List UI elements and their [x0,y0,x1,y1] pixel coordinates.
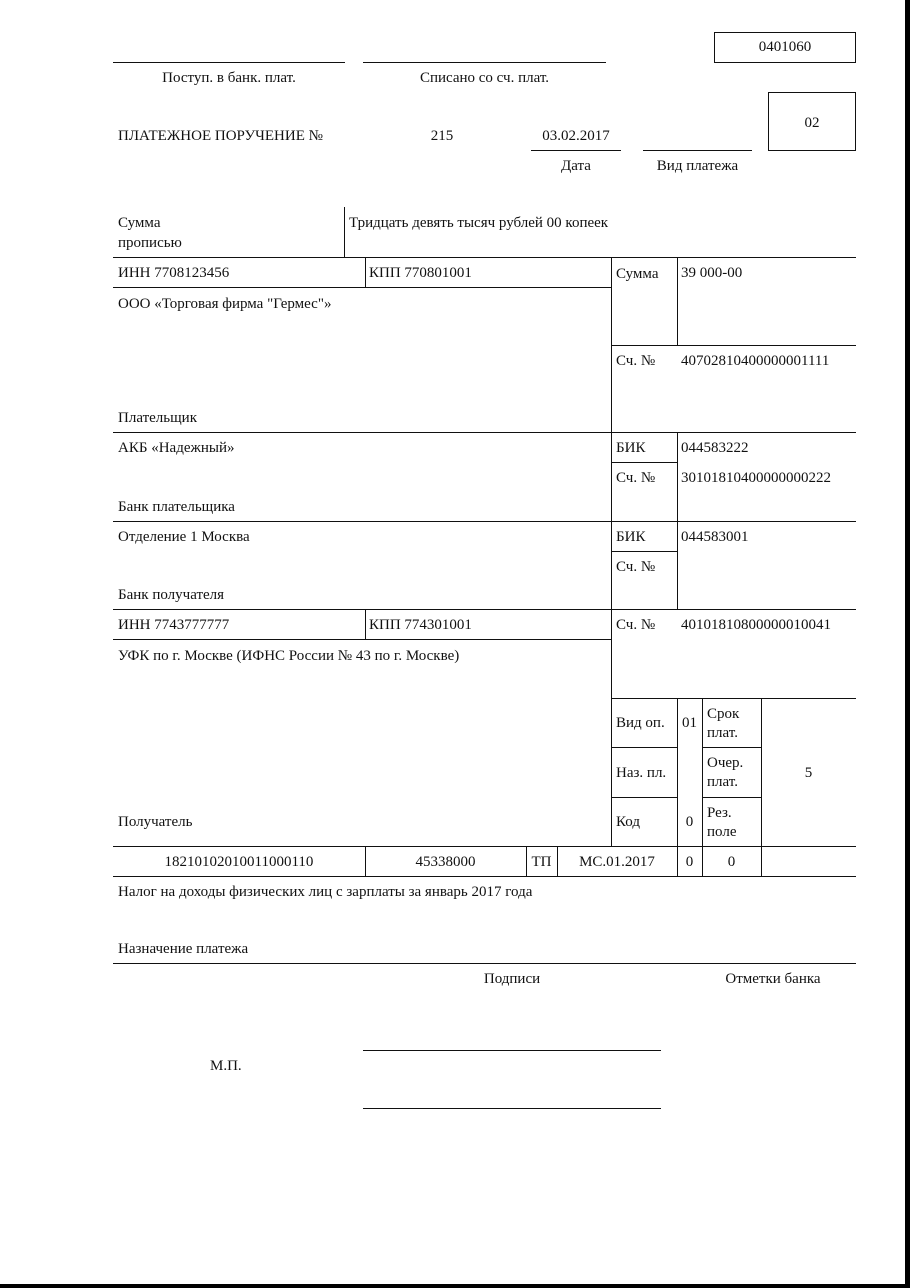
amount-words-value: Тридцать девять тысяч рублей 00 копеек [349,215,609,231]
tax-kbk: 18210102010011000110 [164,854,314,870]
document-number: 215 [430,128,454,144]
payee-bank-bik-value: 044583001 [681,529,749,545]
reserve-label-2: поле [707,824,737,840]
grid-line-sum [611,345,856,346]
payer-account-value: 40702810400000001111 [681,353,830,369]
grid-line-payee-inn [113,639,611,640]
payer-bank-account-label: Сч. № [616,470,656,486]
grid-line-payer-top [113,257,856,258]
tax-doc-number: 0 [685,854,694,870]
payee-account-label: Сч. № [616,617,656,633]
bank-marks-label: Отметки банка [725,971,821,987]
tax-oktmo: 45338000 [415,854,476,870]
purpose-label: Назначение платежа [118,941,249,957]
payee-account-value: 40101810800000010041 [681,617,831,633]
payer-bank-account-value: 30101810400000000222 [681,470,831,486]
debited-label: Списано со сч. плат. [419,70,550,86]
grid-vline-deadline-right [761,698,762,876]
date-label: Дата [561,158,591,174]
reserve-label-1: Рез. [707,805,732,821]
grid-vline-payer-kpp [365,257,366,287]
op-type-label: Вид оп. [616,715,665,731]
signature-line-1 [363,1050,661,1051]
document-title: ПЛАТЕЖНОЕ ПОРУЧЕНИЕ № [118,128,323,144]
signature-line-2 [363,1108,661,1109]
tax-period: МС.01.2017 [579,854,655,870]
grid-line-payer-inn [113,287,611,288]
grid-vline-banks [677,432,678,609]
amount-words-label-1: Сумма [118,215,161,231]
priority-label-2: плат. [707,774,738,790]
page-right-edge [905,0,910,1288]
status-code: 02 [804,115,820,131]
document-date: 03.02.2017 [542,128,610,144]
payee-name: УФК по г. Москве (ИФНС России № 43 по г. Москве) [118,648,460,664]
priority-value: 5 [804,765,813,781]
payer-sum-value: 39 000-00 [681,265,743,281]
payee-inn: ИНН 7743777777 [118,617,230,633]
payee-bank-label: Банк получателя [118,587,225,603]
payment-type-label: Вид платежа [656,158,739,174]
grid-line-deadline [702,747,761,748]
tax-basis: ТП [531,854,552,870]
code-value: 0 [685,814,694,830]
grid-line-details-top [611,698,856,699]
page-bottom-edge [0,1284,910,1288]
grid-line-payer-bank-top [113,432,856,433]
amount-words-label-2: прописью [118,235,182,251]
priority-label-1: Очер. [707,755,744,771]
grid-line-tax-top [113,846,856,847]
deadline-label-2: плат. [707,725,738,741]
debited-date-line [363,62,606,63]
payee-bank-account-label: Сч. № [616,559,656,575]
deadline-label-1: Срок [707,706,740,722]
grid-line-payee-bik [611,551,677,552]
tax-doc-date: 0 [727,854,736,870]
payee-label: Получатель [118,814,193,830]
payer-sum-label: Сумма [616,266,659,282]
amount-words-divider [344,207,345,257]
payer-kpp: КПП 770801001 [369,265,472,281]
purpose-code-label: Наз. пл. [616,765,667,781]
grid-line-op-type [611,747,677,748]
grid-line-tax-bottom [113,876,856,877]
grid-line-priority [702,797,761,798]
payee-bank-name: Отделение 1 Москва [118,529,250,545]
payer-account-label: Сч. № [616,353,656,369]
signatures-label: Подписи [483,971,541,987]
payee-kpp: КПП 774301001 [369,617,472,633]
payer-inn: ИНН 7708123456 [118,265,230,281]
payer-bank-bik-value: 044583222 [681,440,749,456]
code-label: Код [616,814,640,830]
grid-line-payer-bik [611,462,677,463]
received-date-line [113,62,345,63]
purpose-bottom-line [113,963,856,964]
grid-line-purpose-code [611,797,677,798]
payment-type-line [643,150,752,151]
grid-vline-deadline-left [702,698,703,876]
grid-line-payee-bank-top [113,521,856,522]
grid-vline-sum [677,257,678,345]
payer-bank-name: АКБ «Надежный» [118,440,235,456]
date-line [531,150,621,151]
purpose-text: Налог на доходы физических лиц с зарплаты за январь 2017 года [118,884,533,900]
payer-bank-bik-label: БИК [616,440,646,456]
grid-vline-main [611,257,612,846]
payer-label: Плательщик [118,410,197,426]
stamp-label: М.П. [210,1058,242,1074]
grid-vline-payee-kpp [365,609,366,639]
payee-bank-bik-label: БИК [616,529,646,545]
form-code: 0401060 [758,39,812,55]
received-label: Поступ. в банк. плат. [162,70,296,86]
payer-bank-label: Банк плательщика [118,499,235,515]
op-type-value: 01 [682,715,697,731]
grid-line-payee-top [113,609,856,610]
payer-name: ООО «Торговая фирма "Гермес"» [118,296,332,312]
